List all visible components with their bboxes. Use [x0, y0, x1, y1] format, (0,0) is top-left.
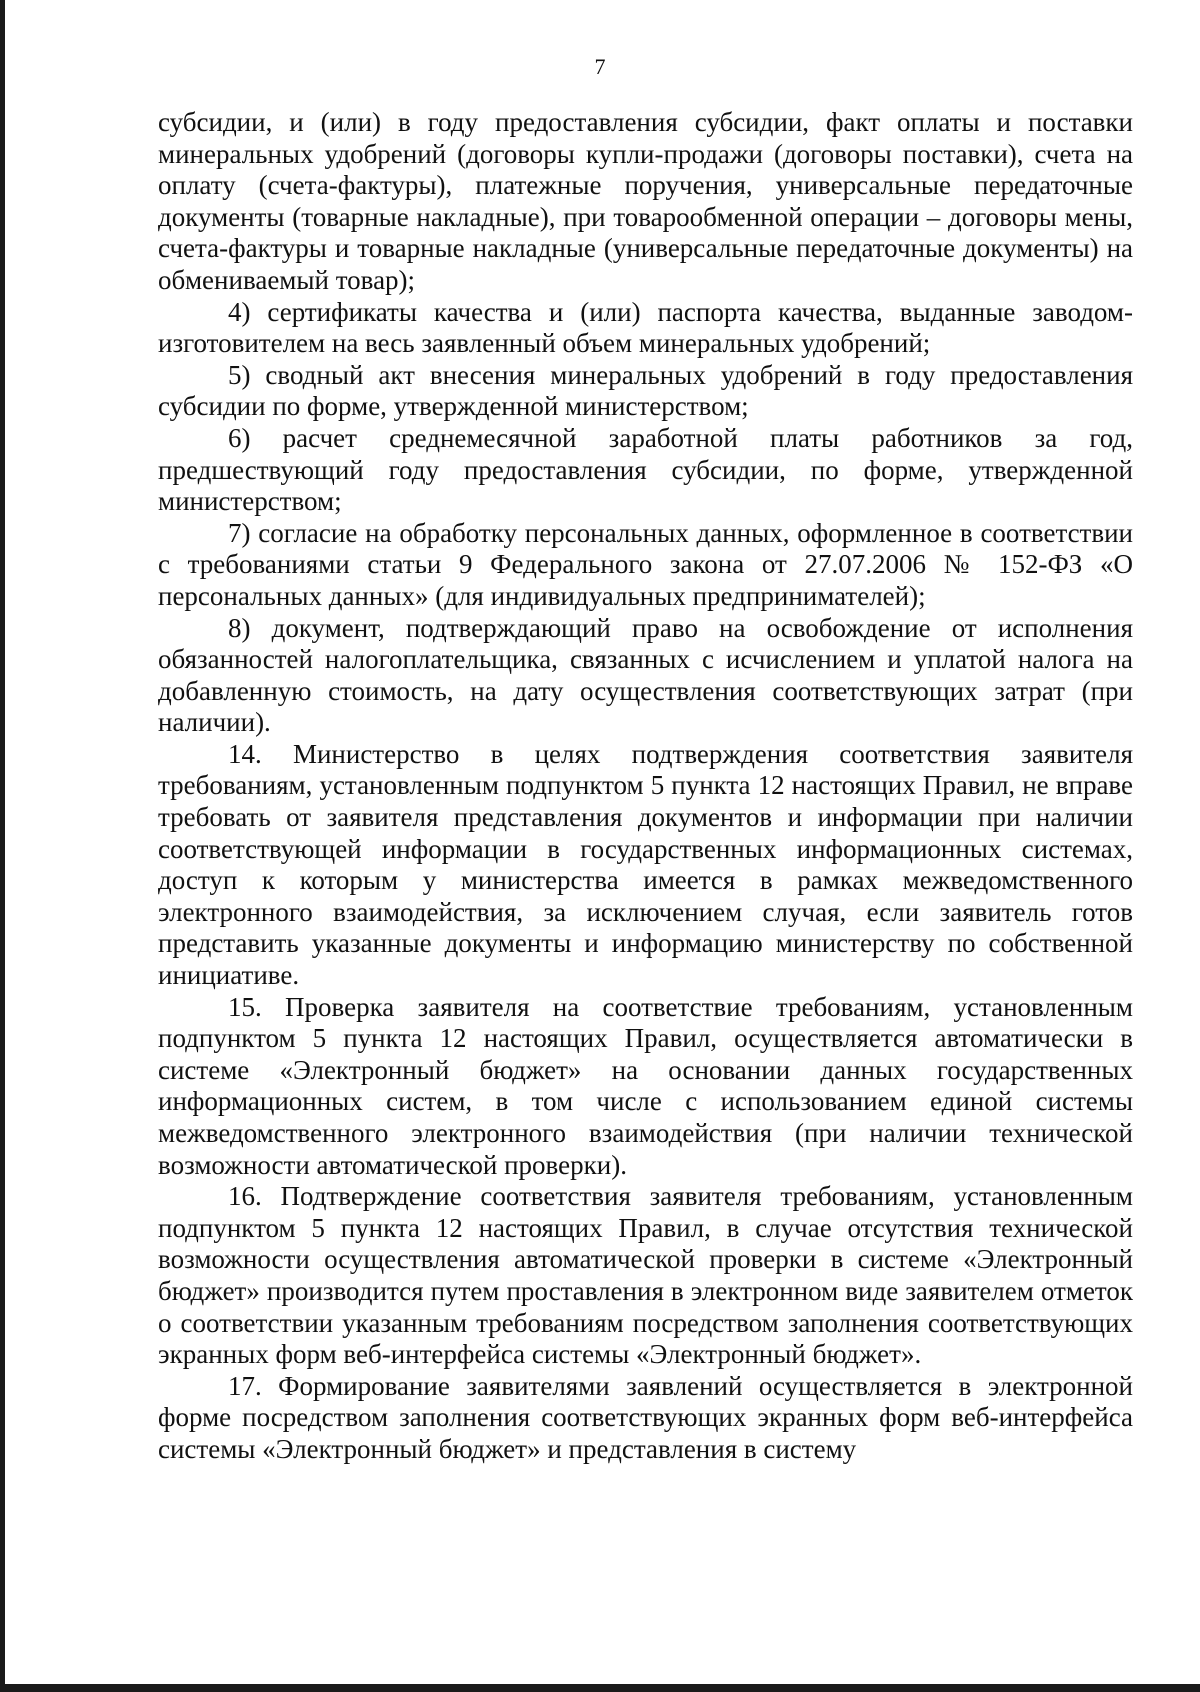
page-number: 7: [594, 54, 606, 79]
paragraph-clause-15: 15. Проверка заявителя на соответствие требованиям, установленным подпунктом 5 пункта 12 настоящих Правил, осуществляется автоматически в системе «Электронный бюджет» на основании данных государственных информационных систем, в том числе с использованием единой системы межведомственного электронного взаимодействия (при наличии технической возможности автоматической проверки).: [158, 991, 1133, 1180]
paragraph-clause-16: 16. Подтверждение соответствия заявителя требованиям, установленным подпунктом 5 пункта 12 настоящих Правил, в случае отсутствия технической возможности осуществления автоматической проверки в системе «Электронный бюджет» производится путем проставления в электронном виде заявителем отметок о соответствии указанным требованиям посредством заполнения соответствующих экранных форм веб-интерфейса системы «Электронный бюджет».: [158, 1181, 1133, 1370]
paragraph-item-7: 7) согласие на обработку персональных данных, оформленное в соответствии с требованиями статьи 9 Федерального закона от 27.07.2006 № 152-ФЗ «О персональных данных» (для индивидуальных предпринимателей);: [158, 517, 1133, 611]
paragraph-clause-17: 17. Формирование заявителями заявлений осуществляется в электронной форме посредством заполнения соответствующих экранных форм веб-интерфейса системы «Электронный бюджет» и представления в систему: [158, 1370, 1133, 1464]
scan-border-left: [0, 0, 5, 1692]
paragraph-item-6: 6) расчет среднемесячной заработной платы работников за год, предшествующий году предоставления субсидии, по форме, утвержденной министерством;: [158, 422, 1133, 517]
scan-border-bottom: [0, 1684, 1200, 1692]
document-body: [158, 107, 1133, 1466]
paragraph-clause-14: 14. Министерство в целях подтверждения соответствия заявителя требованиям, установленным подпунктом 5 пункта 12 настоящих Правил, не вправе требовать от заявителя представления документов и информации при наличии соответствующей информации в государственных информационных системах, доступ к которым у министерства имеется в рамках межведомственного электронного взаимодействия, за исключением случая, если заявитель готов представить указанные документы и информацию министерству по собственной инициативе.: [158, 738, 1133, 991]
paragraph-item-4: 4) сертификаты качества и (или) паспорта качества, выданные заводом-изготовителем на весь заявленный объем минеральных удобрений;: [158, 296, 1133, 359]
paragraph-continuation: субсидии, и (или) в году предоставления субсидии, факт оплаты и поставки минеральных удобрений (договоры купли-продажи (договоры поставки), счета на оплату (счета-фактуры), платежные поручения, универсальные передаточные документы (товарные накладные), при товарообменной операции – договоры мены, счета-фактуры и товарные накладные (универсальные передаточные документы) на обмениваемый товар);: [158, 107, 1133, 295]
paragraph-item-8: 8) документ, подтверждающий право на освобождение от исполнения обязанностей налогоплательщика, связанных с исчислением и уплатой налога на добавленную стоимость, на дату осуществления соответствующих затрат (при наличии).: [158, 612, 1133, 738]
paragraph-item-5: 5) сводный акт внесения минеральных удобрений в году предоставления субсидии по форме, утвержденной министерством;: [158, 359, 1133, 422]
